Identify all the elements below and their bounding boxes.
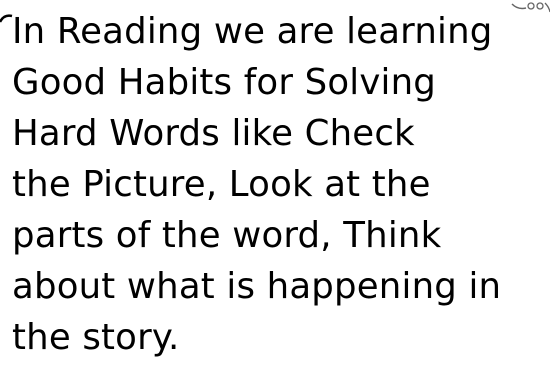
text-line: Good Habits for Solving [12,62,437,103]
text-line: Hard Words like Check [12,113,415,154]
text-line: parts of the word, Think [12,215,442,256]
text-line: about what is happening in [12,266,502,307]
text-line: In Reading we are learning [12,11,493,52]
reading-habits-paragraph [12,6,548,363]
left-corner-swirl [0,16,12,22]
text-line: the story. [12,317,180,358]
text-line: the Picture, Look at the [12,164,431,205]
